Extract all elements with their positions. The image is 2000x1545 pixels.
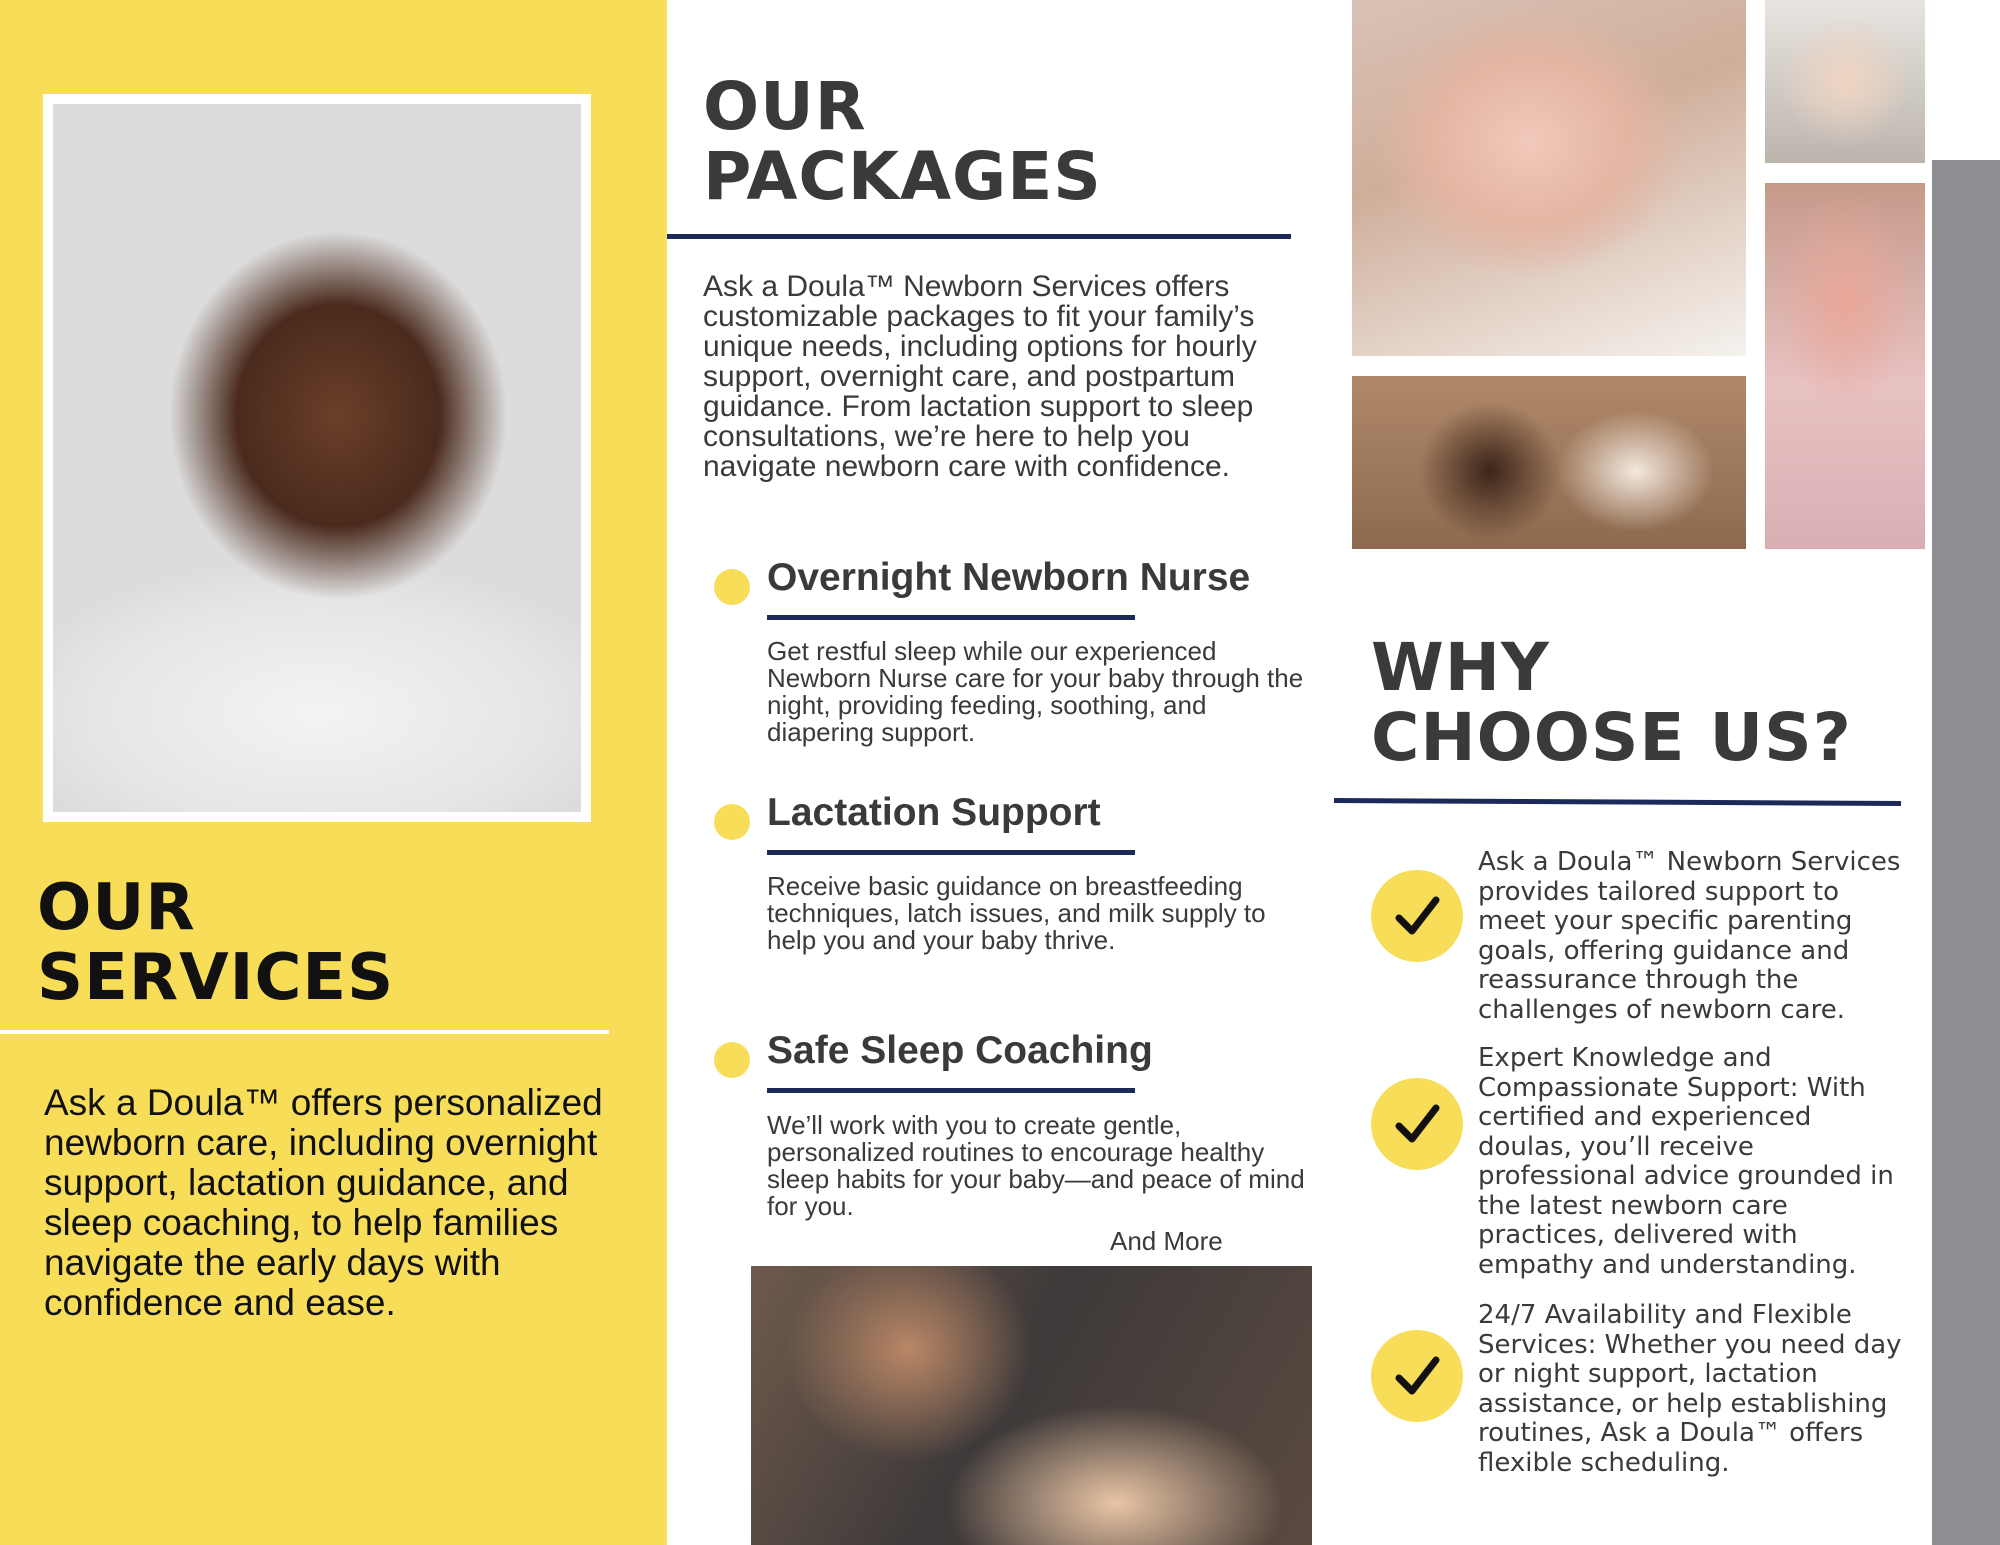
breastfeeding-photo <box>1765 0 1925 163</box>
packages-heading-line2: PACKAGES <box>703 138 1102 215</box>
why-heading-line2: CHOOSE US? <box>1371 699 1852 776</box>
yellow-dot-icon <box>714 804 750 840</box>
yellow-dot-icon <box>714 569 750 605</box>
why-reason-tailored: Ask a Doula™ Newborn Services provides tailored support to meet your specific parenting goals, offering guidance and reassurance through the challenges of newborn care. <box>1478 847 1901 1025</box>
crying-newborn-photo <box>1765 183 1925 549</box>
why-reason-availability: 24/7 Availability and Flexible Services: Whether you need day or night support, lactation assistance, or help establishing routines, Ask a Doula™ offers flexible scheduling. <box>1478 1300 1902 1478</box>
package-desc-lactation: Receive basic guidance on breastfeeding techniques, latch issues, and milk supply to help you and your baby thrive. <box>767 871 1266 955</box>
and-more-label: And More <box>1110 1226 1223 1256</box>
package-desc-overnight: Get restful sleep while our experienced Newborn Nurse care for your baby through the night, providing feeding, soothing, and diapering support. <box>767 636 1304 747</box>
why-divider <box>1334 798 1901 806</box>
package-divider <box>767 1088 1135 1093</box>
checkmark-icon <box>1371 870 1463 962</box>
package-title-overnight: Overnight Newborn Nurse <box>767 556 1251 599</box>
side-strip <box>1932 160 2000 1545</box>
packages-divider <box>667 234 1291 239</box>
package-title-sleep: Safe Sleep Coaching <box>767 1029 1153 1072</box>
packages-heading <box>703 68 1323 215</box>
services-heading-line2: SERVICES <box>37 941 395 1015</box>
services-heading <box>37 873 637 1013</box>
checkmark-icon <box>1371 1330 1463 1422</box>
why-reason-expert: Expert Knowledge and Compassionate Support: With certified and experienced doulas, you’ll receive professional advice grounded in the latest newborn care practices, delivered with empathy and understanding. <box>1478 1043 1894 1280</box>
sibling-with-newborn-photo <box>1352 376 1746 549</box>
why-heading <box>1371 629 1931 776</box>
newborn-held-photo <box>1352 0 1746 356</box>
parent-with-newborn-photo <box>751 1266 1312 1545</box>
package-desc-sleep: We’ll work with you to create gentle, personalized routines to encourage healthy sleep habits for your baby—and peace of mind for you. <box>767 1110 1305 1221</box>
services-description: Ask a Doula™ offers personalized newborn care, including overnight support, lactation guidance, and sleep coaching, to help families navigate the early days with confidence and ease. <box>44 1082 603 1323</box>
services-heading-line1: OUR <box>37 871 196 945</box>
package-divider <box>767 850 1135 855</box>
services-divider <box>0 1030 609 1034</box>
sleeping-newborn-photo <box>53 104 581 812</box>
packages-intro: Ask a Doula™ Newborn Services offers customizable packages to fit your family’s unique needs, including options for hourly support, overnight care, and postpartum guidance. From lactation support to sleep consultations, we’re here to help you navigate newborn care with confidence. <box>703 270 1257 483</box>
packages-heading-line1: OUR <box>703 68 867 145</box>
package-divider <box>767 615 1135 620</box>
yellow-dot-icon <box>714 1042 750 1078</box>
package-title-lactation: Lactation Support <box>767 791 1101 834</box>
why-heading-line1: WHY <box>1371 629 1550 706</box>
checkmark-icon <box>1371 1078 1463 1170</box>
